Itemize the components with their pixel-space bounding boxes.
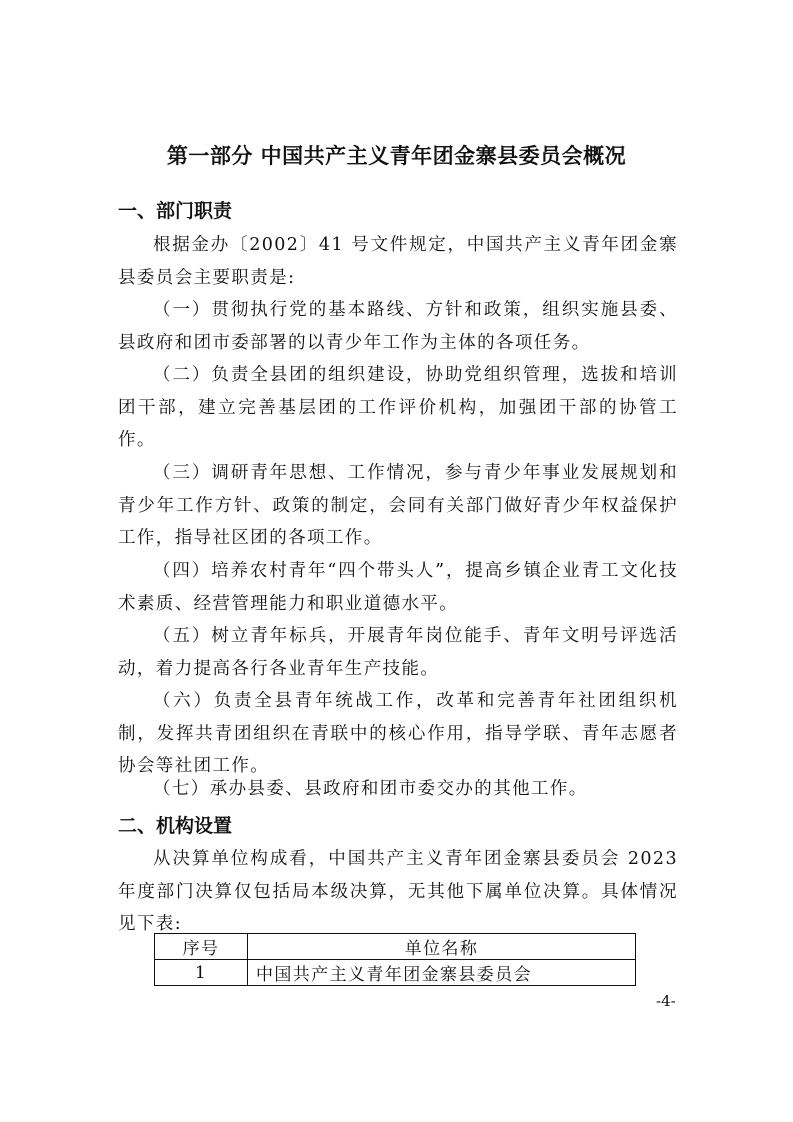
page-number: -4- — [656, 992, 676, 1010]
duty-item-4: （四）培养农村青年“四个带头人”，提高乡镇企业青工文化技术素质、经营管理能力和职业道德水平。 — [118, 561, 678, 614]
structure-intro-paragraph: 从决算单位构成看，中国共产主义青年团金寨县委员会 2023 年度部门决算仅包括局本级决算，无其他下属单位决算。具体情况见下表: — [118, 849, 678, 934]
section-heading-structure: 二、机构设置 — [118, 815, 233, 837]
duty-item-6: （六）负责全县青年统战工作，改革和完善青年社团组织机制，发挥共青团组织在青联中的核心作用，指导学联、青年志愿者协会等社团工作。 — [118, 691, 678, 776]
duty-item-5: （五）树立青年标兵，开展青年岗位能手、青年文明号评选活动，着力提高各行各业青年生产技能。 — [118, 626, 678, 679]
unit-table — [154, 933, 636, 986]
table-row — [155, 960, 636, 986]
table-header-unit-name: 单位名称 — [248, 934, 636, 960]
duties-intro-paragraph: 根据金办〔2002〕41 号文件规定，中国共产主义青年团金寨县委员会主要职责是: — [118, 235, 678, 288]
duty-item-7: （七）承办县委、县政府和团市委交办的其他工作。 — [153, 779, 588, 799]
duty-item-1: （一）贯彻执行党的基本路线、方针和政策，组织实施县委、县政府和团市委部署的以青少年工作为主体的各项任务。 — [118, 300, 678, 353]
duty-item-3: （三）调研青年思想、工作情况，参与青少年事业发展规划和青少年工作方针、政策的制定，会同有关部门做好青少年权益保护工作，指导社区团的各项工作。 — [118, 463, 678, 548]
table-header-row — [155, 934, 636, 960]
table-cell-unit-name: 中国共产主义青年团金寨县委员会 — [248, 960, 636, 986]
page-title: 第一部分 中国共产主义青年团金寨县委员会概况 — [166, 144, 627, 168]
duty-item-2: （二）负责全县团的组织建设，协助党组织管理，选拔和培训团干部，建立完善基层团的工作评价机构，加强团干部的协管工作。 — [118, 365, 678, 450]
table-cell-index: 1 — [155, 960, 248, 986]
section-heading-duties: 一、部门职责 — [118, 200, 233, 222]
table-header-index: 序号 — [155, 934, 248, 960]
